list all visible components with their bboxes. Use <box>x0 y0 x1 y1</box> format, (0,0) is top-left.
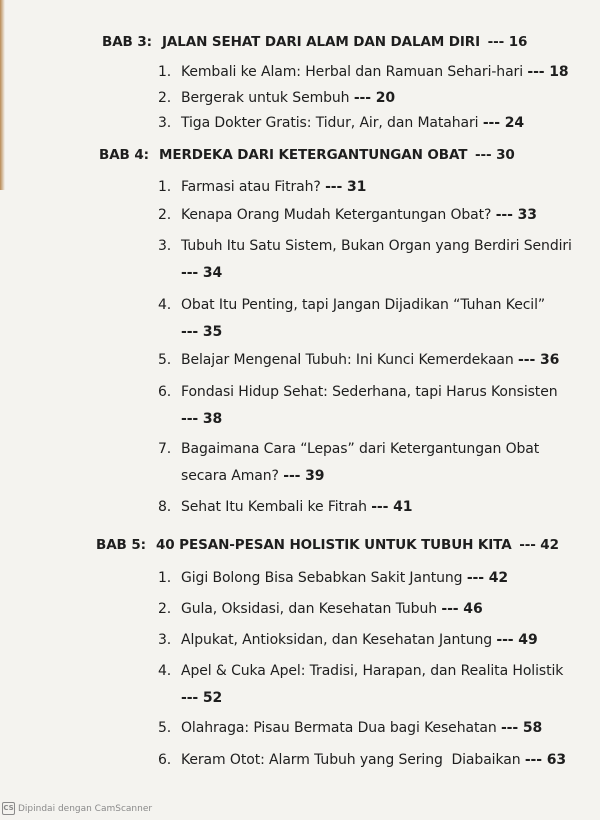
item-number: 3. <box>158 632 172 648</box>
item-number: 2. <box>158 207 172 223</box>
chapter-page: --- 42 <box>519 537 559 553</box>
item-title: Bagaimana Cara “Lepas” dari Ketergantungan Obat <box>181 441 540 457</box>
item-page: --- 34 <box>181 265 223 281</box>
item-number: 2. <box>158 601 172 617</box>
item-page: --- 39 <box>283 468 325 484</box>
item-page: --- 52 <box>181 690 223 706</box>
item-title: Gula, Oksidasi, dan Kesehatan Tubuh <box>181 601 438 617</box>
watermark-text: Dipindai dengan CamScanner <box>18 803 153 814</box>
item-page: --- 33 <box>495 207 537 223</box>
toc-item <box>158 628 538 652</box>
item-title-cont: secara Aman? <box>181 468 279 484</box>
item-title: Keram Otot: Alarm Tubuh yang Sering Diabaikan <box>181 752 521 768</box>
item-number: 1. <box>158 64 172 80</box>
toc-item <box>158 748 566 772</box>
toc-item <box>158 293 545 344</box>
chapter-page: --- 16 <box>487 34 528 50</box>
toc-item <box>158 175 366 199</box>
item-number: 3. <box>158 238 172 254</box>
item-page: --- 46 <box>441 601 483 617</box>
chapter-title: JALAN SEHAT DARI ALAM DAN DALAM DIRI <box>162 34 481 50</box>
item-number: 4. <box>158 663 172 679</box>
scanner-watermark <box>2 802 152 815</box>
item-title: Kenapa Orang Mudah Ketergantungan Obat? <box>181 207 492 223</box>
item-page: --- 36 <box>518 352 560 368</box>
toc-item <box>158 716 542 740</box>
camscanner-logo-icon: CS <box>2 802 15 815</box>
item-number: 6. <box>158 752 172 768</box>
chapter-title: 40 PESAN-PESAN HOLISTIK UNTUK TUBUH KITA <box>156 537 512 553</box>
toc-item <box>158 60 569 84</box>
item-page: --- 38 <box>181 411 223 427</box>
toc-item <box>158 234 572 285</box>
item-number: 6. <box>158 384 172 400</box>
item-page: --- 20 <box>353 90 396 106</box>
item-title: Belajar Mengenal Tubuh: Ini Kunci Kemerdekaan <box>181 352 514 368</box>
item-page: --- 18 <box>527 64 569 80</box>
chapter-title: MERDEKA DARI KETERGANTUNGAN OBAT <box>159 147 468 163</box>
item-page: --- 35 <box>181 324 223 340</box>
item-page: --- 31 <box>325 179 367 195</box>
item-number: 4. <box>158 297 172 313</box>
item-number: 7. <box>158 441 172 457</box>
item-title: Farmasi atau Fitrah? <box>181 179 321 195</box>
item-page: --- 49 <box>496 632 538 648</box>
toc-item <box>158 597 483 621</box>
toc-item <box>158 203 537 227</box>
item-number: 5. <box>158 720 172 736</box>
page-edge-shadow <box>0 0 5 190</box>
item-page: --- 24 <box>482 115 525 131</box>
item-title: Apel & Cuka Apel: Tradisi, Harapan, dan Realita Holistik <box>181 663 564 679</box>
item-page: --- 42 <box>466 570 509 586</box>
item-title: Olahraga: Pisau Bermata Dua bagi Kesehatan <box>181 720 497 736</box>
item-title: Kembali ke Alam: Herbal dan Ramuan Sehari-hari <box>181 64 524 80</box>
item-title: Gigi Bolong Bisa Sebabkan Sakit Jantung <box>181 570 463 586</box>
toc-item <box>158 111 524 135</box>
toc-item <box>158 437 539 488</box>
item-number: 1. <box>158 570 172 586</box>
item-number: 3. <box>158 115 172 131</box>
item-title: Bergerak untuk Sembuh <box>181 90 350 106</box>
item-number: 5. <box>158 352 172 368</box>
item-number: 8. <box>158 499 172 515</box>
item-number: 1. <box>158 179 172 195</box>
item-title: Fondasi Hidup Sehat: Sederhana, tapi Harus Konsisten <box>181 384 558 400</box>
toc-item <box>158 566 508 590</box>
chapter-label: BAB 5: <box>96 537 146 553</box>
toc-item <box>158 348 559 372</box>
item-title: Obat Itu Penting, tapi Jangan Dijadikan “Tuhan Kecil” <box>181 297 546 313</box>
item-title: Alpukat, Antioksidan, dan Kesehatan Jantung <box>181 632 493 648</box>
toc-item <box>158 495 412 519</box>
chapter-heading-bab-5 <box>96 537 559 553</box>
item-page: --- 41 <box>371 499 413 515</box>
item-title: Tiga Dokter Gratis: Tidur, Air, dan Matahari <box>181 115 479 131</box>
chapter-page: --- 30 <box>474 147 515 163</box>
item-number: 2. <box>158 90 172 106</box>
item-title: Sehat Itu Kembali ke Fitrah <box>181 499 367 515</box>
chapter-heading-bab-3 <box>102 34 527 50</box>
chapter-label: BAB 4: <box>99 147 149 163</box>
item-page: --- 58 <box>500 720 543 736</box>
item-page: --- 63 <box>524 752 567 768</box>
toc-item <box>158 380 557 431</box>
toc-item <box>158 659 563 710</box>
chapter-heading-bab-4 <box>99 147 515 163</box>
item-title: Tubuh Itu Satu Sistem, Bukan Organ yang Berdiri Sendiri <box>181 238 572 254</box>
chapter-label: BAB 3: <box>102 34 152 50</box>
toc-item <box>158 86 395 110</box>
